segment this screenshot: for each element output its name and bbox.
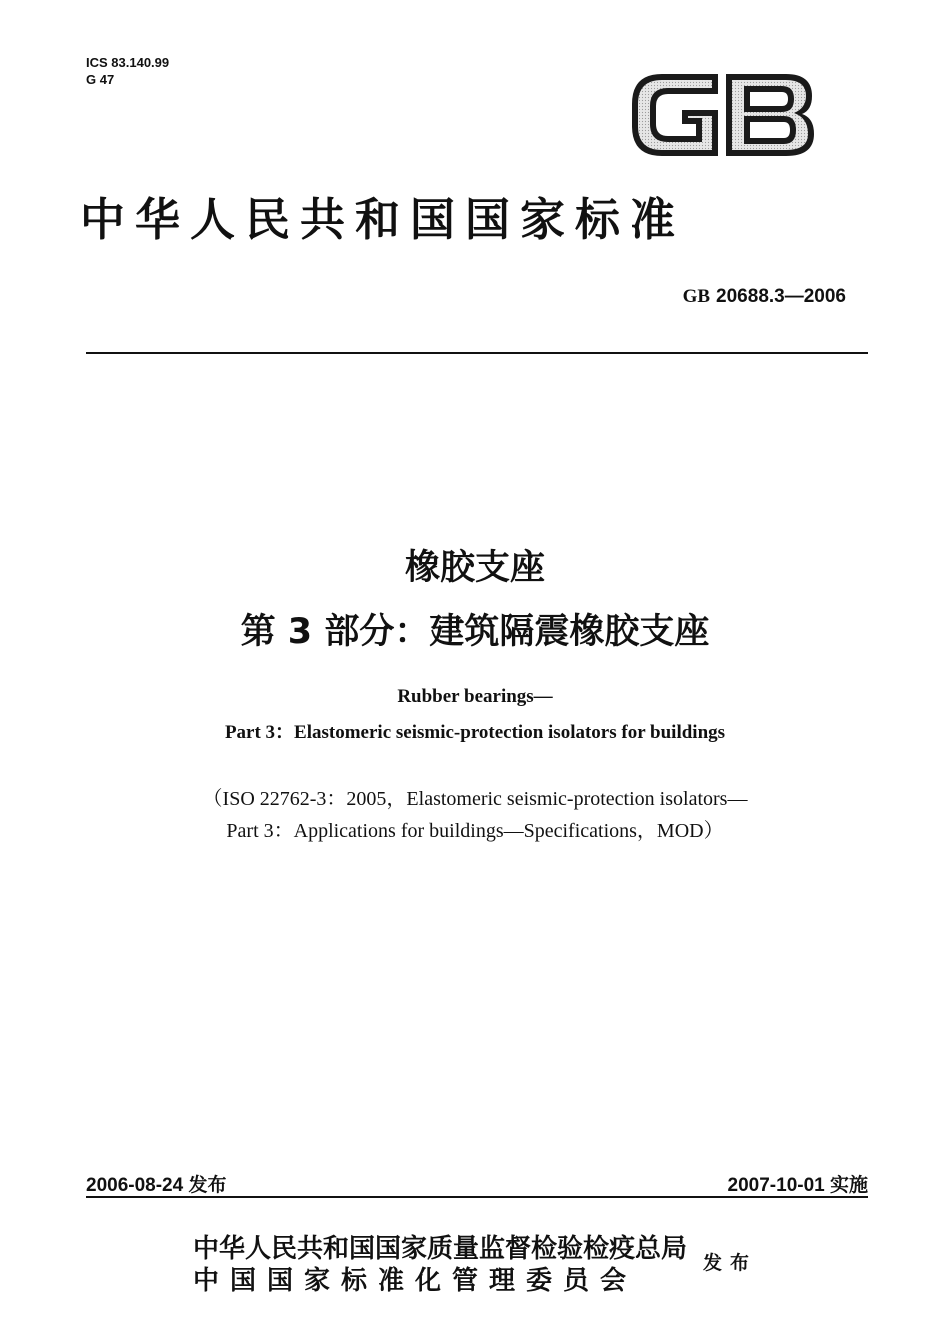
chinese-title-line1: 橡胶支座 bbox=[404, 548, 545, 588]
english-title-line1: Rubber bearings— bbox=[397, 686, 553, 707]
iso-reference-line2: Part 3：Applications for buildings—Specifications，MOD） bbox=[226, 820, 724, 842]
implementation-date: 2007-10-01 实施 bbox=[727, 1175, 868, 1196]
chinese-title-line2: 第 3 部分：建筑隔震橡胶支座 bbox=[240, 612, 710, 652]
national-standard-title: 中华人民共和国国家标准 bbox=[80, 193, 686, 246]
gb-logo-text: GB bbox=[721, 126, 723, 127]
publish-label: 发布 bbox=[703, 1252, 758, 1274]
issuer-sac: 中国国家标准化管理委员会 bbox=[193, 1266, 638, 1296]
header-divider bbox=[86, 352, 868, 354]
standard-code: 20688.3—2006 bbox=[716, 286, 846, 307]
english-title-line2: Part 3：Elastomeric seismic-protection isolators for buildings bbox=[224, 722, 726, 743]
gb-logo bbox=[626, 66, 816, 164]
standard-number bbox=[683, 286, 846, 308]
ics-code: ICS 83.140.99 bbox=[86, 55, 170, 70]
issuer-aqsiq: 中华人民共和国国家质量监督检验检疫总局 bbox=[193, 1234, 688, 1264]
footer-divider bbox=[86, 1196, 868, 1198]
release-date: 2006-08-24 发布 bbox=[86, 1175, 227, 1196]
classification-codes bbox=[86, 54, 169, 88]
standard-prefix: GB bbox=[682, 286, 711, 307]
ccs-code: G 47 bbox=[86, 72, 115, 87]
iso-reference-line1: （ISO 22762-3：2005，Elastomeric seismic-protection isolators— bbox=[202, 788, 748, 810]
